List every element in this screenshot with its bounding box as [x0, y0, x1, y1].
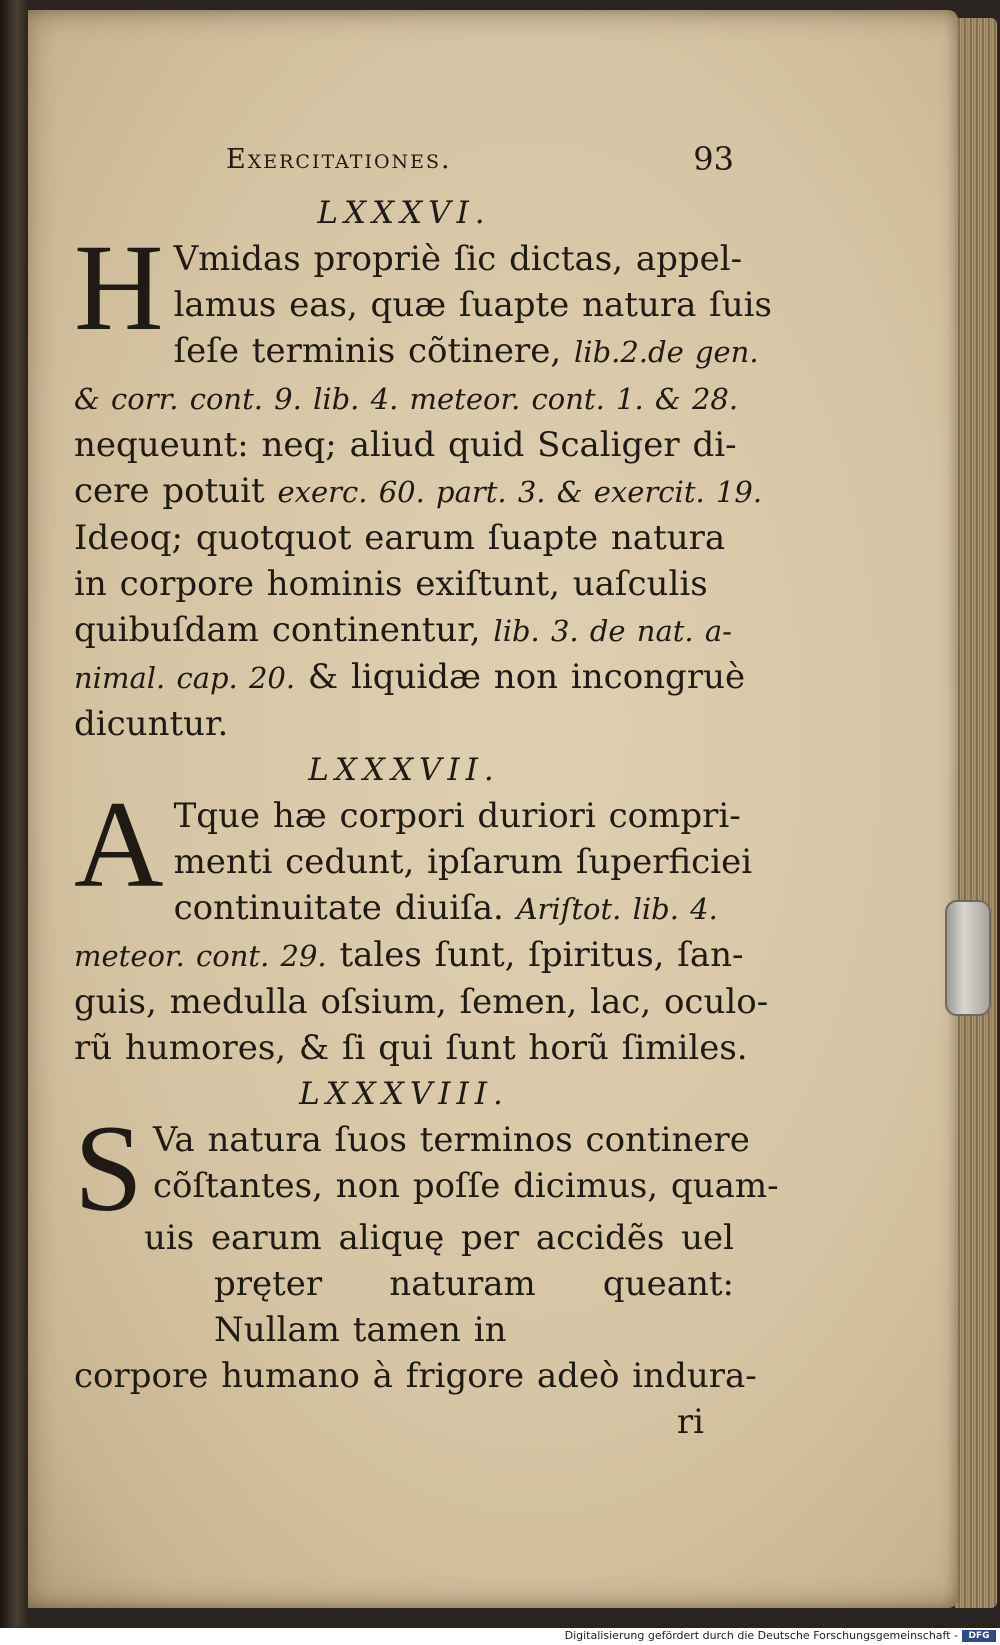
- text-line: Vmidas propriè ſic dictas, appel-: [173, 239, 743, 279]
- text-line: cere potuit exerc. 60. part. 3. & exercit. 19.: [74, 471, 763, 511]
- section-paragraph: [74, 776, 769, 1071]
- section-number: LXXXVIII.: [299, 1076, 509, 1112]
- citation: nimal. cap. 20.: [74, 661, 296, 695]
- text-line: meteor. cont. 29. tales ſunt, ſpiritus, ſan-: [74, 935, 744, 975]
- text-line: corpore humano à frigore adeò indura-: [74, 1356, 757, 1396]
- text-line: nimal. cap. 20. & liquidæ non incongruè: [74, 657, 746, 697]
- page-fore-edge: [955, 18, 997, 1608]
- text-line: rũ humores, & ſi qui ſunt horũ ſimiles.: [74, 1028, 748, 1068]
- text-line: dicuntur.: [74, 704, 229, 744]
- section-paragraph: [74, 1100, 779, 1399]
- text-line: guis, medulla oſsium, ſemen, lac, oculo-: [74, 982, 769, 1022]
- section-number: LXXXVII.: [308, 752, 500, 788]
- drop-cap: H: [74, 219, 164, 356]
- text-line: uis earum aliquę per accidẽs uel pręter naturam queant: Nullam tamen in: [144, 1218, 734, 1350]
- drop-cap: S: [74, 1100, 143, 1237]
- binding-shadow: [0, 0, 28, 1628]
- funding-notice: Digitalisierung gefördert durch die Deutsche Forschungsgemeinschaft -: [564, 1629, 958, 1642]
- text-line: Ideoq; quotquot earum ſuapte natura: [74, 518, 726, 558]
- text-line: Va natura ſuos terminos continere: [152, 1120, 750, 1160]
- book-page: [14, 10, 958, 1608]
- page-header: [214, 138, 734, 182]
- text-line: in corpore hominis exiſtunt, uaſculis: [74, 564, 708, 604]
- digitization-footer: [0, 1628, 1000, 1645]
- citation: & corr. cont. 9. lib. 4. meteor. cont. 1. & 28.: [74, 382, 739, 416]
- section-number: LXXXVI.: [317, 195, 491, 231]
- page-number: 93: [693, 140, 734, 178]
- text-line: menti cedunt, ipſarum ſuperficiei: [173, 842, 753, 882]
- text-line: [74, 375, 739, 422]
- text-block: [74, 190, 779, 1445]
- catchword: ri: [676, 1402, 704, 1442]
- text-line: continuitate diuiſa. Ariſtot. lib. 4.: [173, 888, 718, 928]
- text-line: quibuſdam continentur, lib. 3. de nat. a-: [74, 610, 732, 650]
- text-line: ſeſe terminis cõtinere, lib.2.de gen.: [173, 331, 759, 371]
- drop-cap: A: [74, 776, 164, 913]
- citation: exerc. 60. part. 3. & exercit. 19.: [277, 475, 763, 509]
- citation: meteor. cont. 29.: [74, 939, 327, 973]
- text-line: lamus eas, quæ ſuapte natura ſuis: [173, 285, 772, 325]
- text-line: Tque hæ corpori duriori compri-: [173, 796, 741, 836]
- section-paragraph: [74, 219, 772, 747]
- text-line: cõſtantes, non poſſe dicimus, quam-: [152, 1166, 779, 1206]
- citation: lib.2.de gen.: [574, 335, 759, 369]
- dfg-logo: DFG: [962, 1630, 996, 1642]
- citation: Ariſtot. lib. 4.: [516, 892, 718, 926]
- text-line: nequeunt: neq; aliud quid Scaliger di-: [74, 425, 737, 465]
- page-clip: [945, 900, 991, 1016]
- citation: lib. 3. de nat. a-: [493, 614, 732, 648]
- running-title: Exercitationes.: [226, 144, 452, 175]
